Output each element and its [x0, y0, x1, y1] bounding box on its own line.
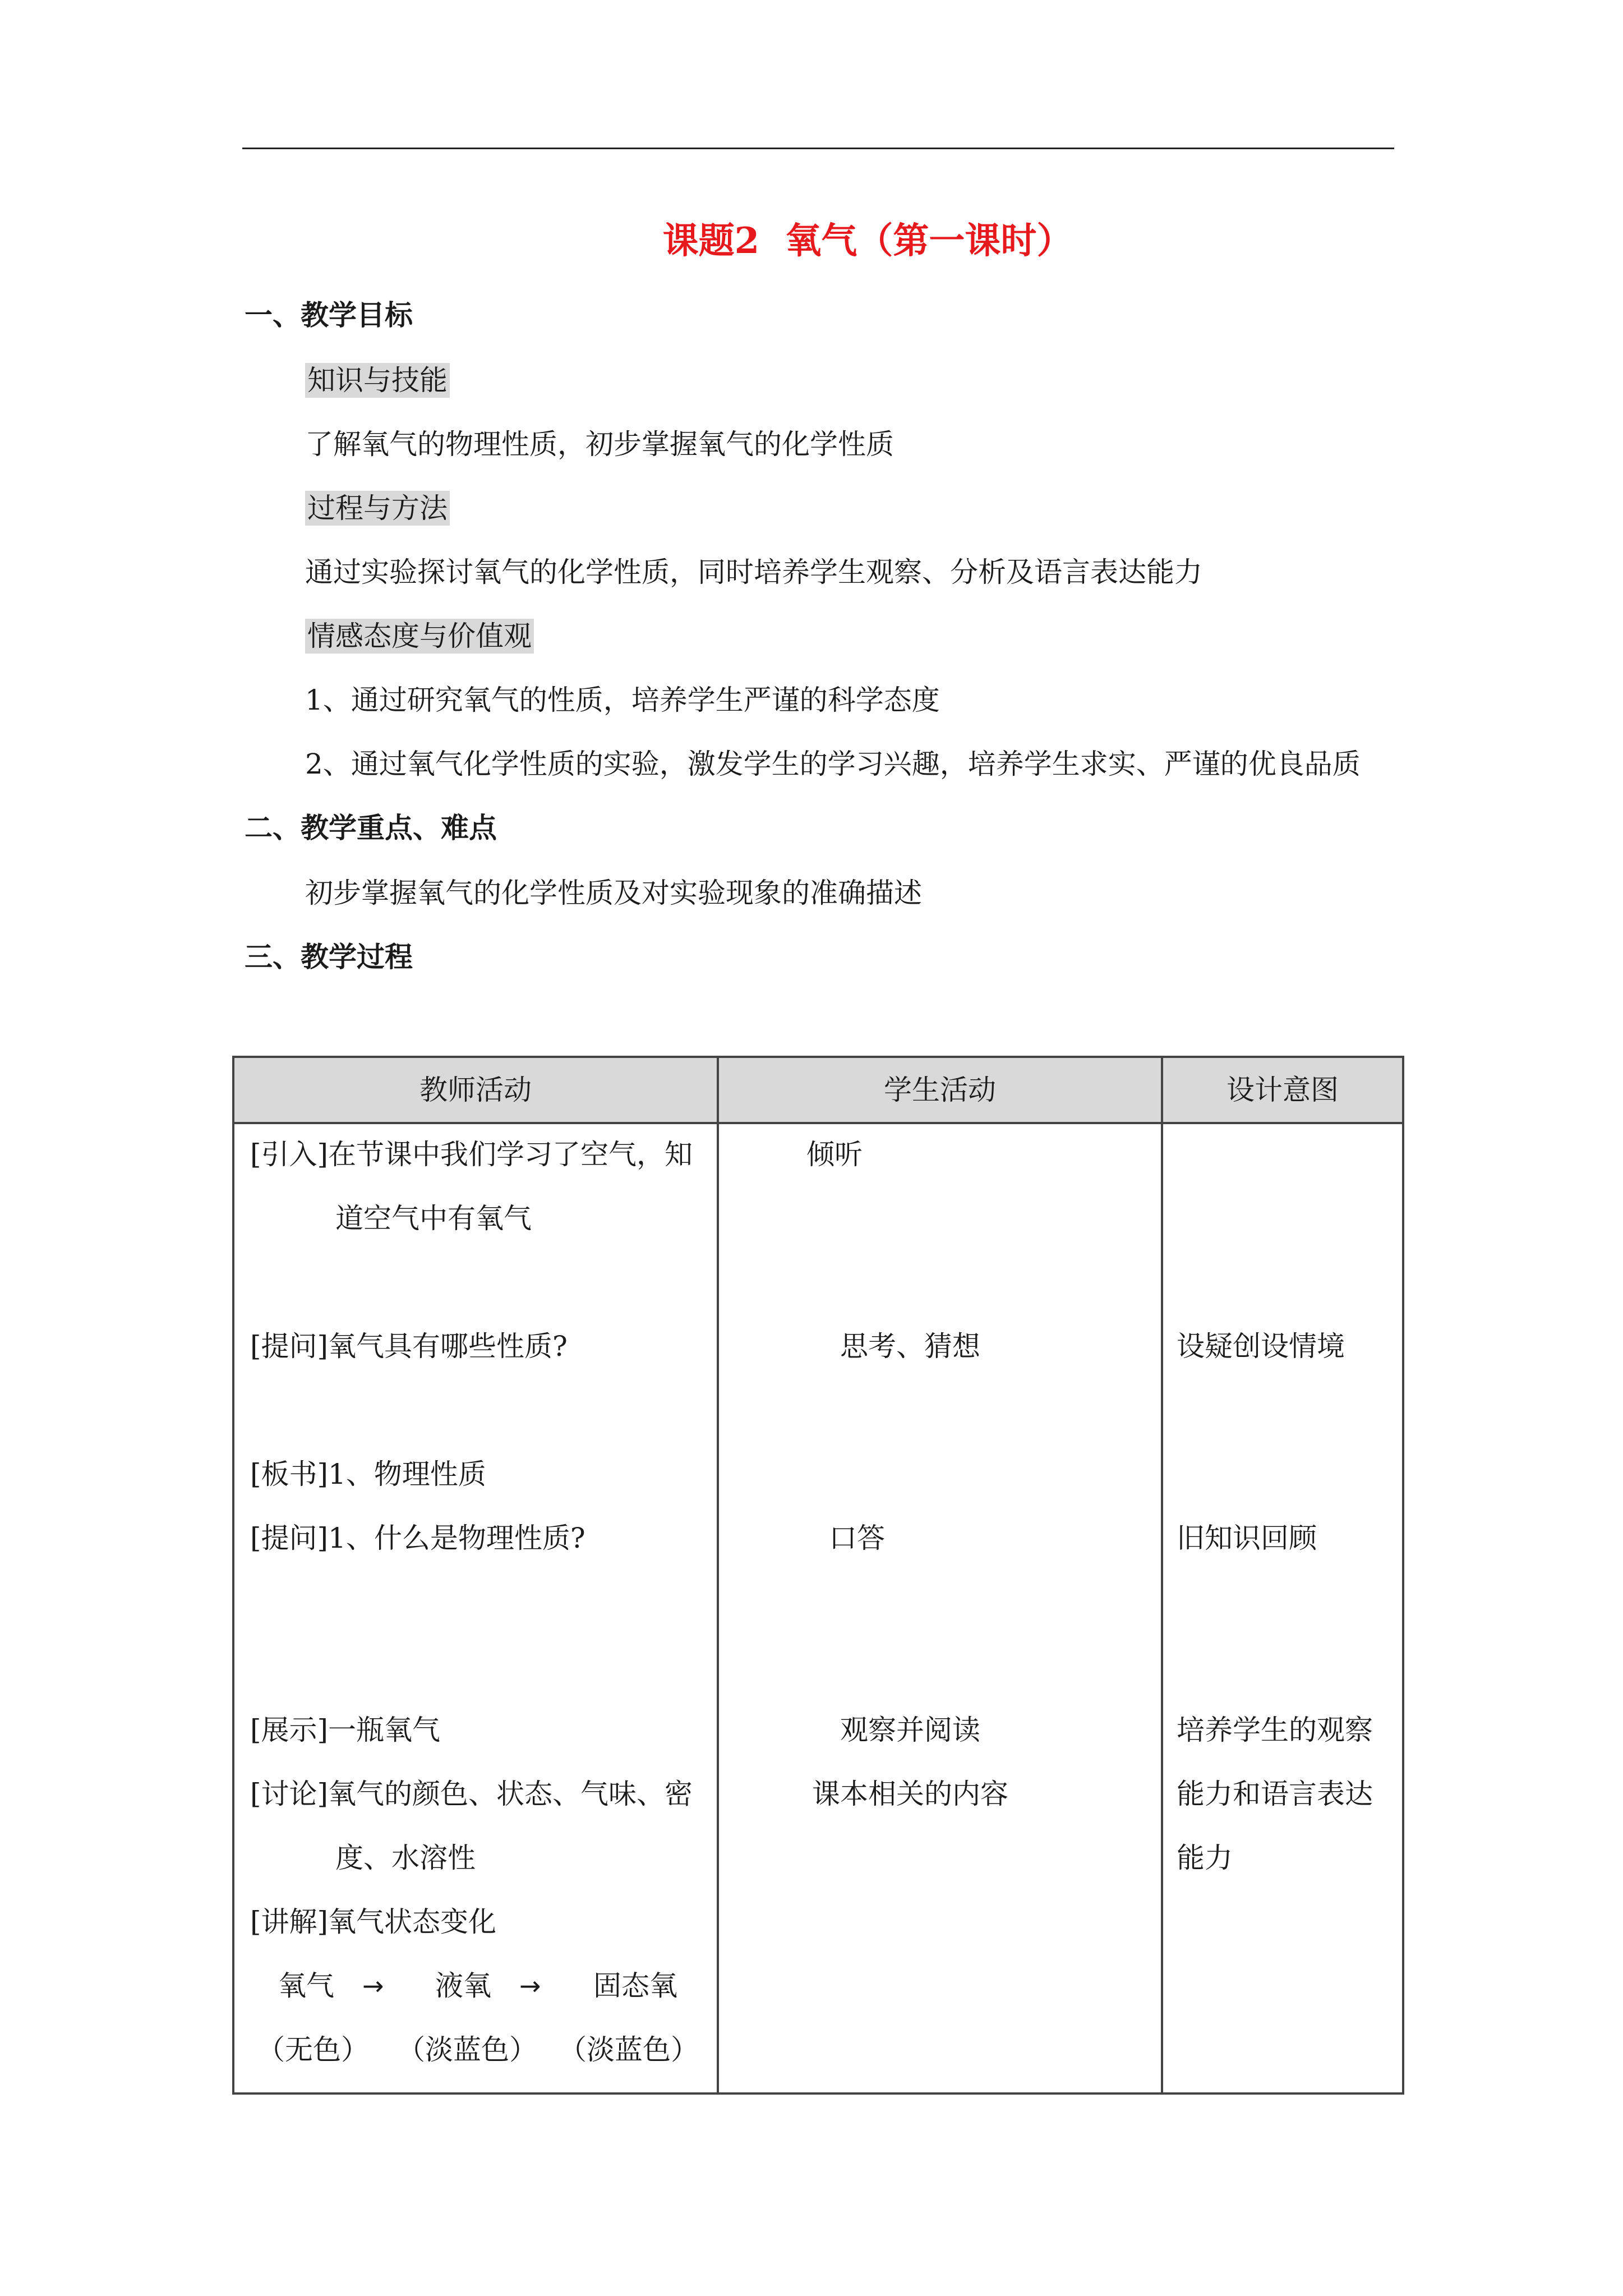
teacher-question-1: [提问]氧气具有哪些性质? [250, 1330, 568, 1363]
teacher-intro-line2: 道空气中有氧气 [335, 1202, 532, 1235]
color-pale-blue-solid: （淡蓝色） [559, 2033, 699, 2066]
color-pale-blue-liquid: （淡蓝色） [397, 2033, 537, 2066]
column-divider [1161, 1058, 1163, 2092]
subheading-attitude: 情感态度与价值观 [305, 619, 534, 654]
title-prefix: 课题2 [662, 220, 760, 262]
student-think: 思考、猜想 [840, 1330, 980, 1363]
section-heading-keypoints: 二、教学重点、难点 [245, 811, 497, 844]
teacher-explain: [讲解]氧气状态变化 [250, 1906, 497, 1938]
teacher-intro-line1: [引入]在节课中我们学习了空气，知 [250, 1138, 693, 1171]
title-main: 氧气（第一课时） [785, 220, 1073, 262]
student-answer: 口答 [829, 1522, 885, 1554]
state-liquid-oxygen: 液氧 [435, 1970, 491, 2002]
paragraph-attitude-2: 2、通过氧气化学性质的实验，激发学生的学习兴趣，培养学生求实、严谨的优良品质 [305, 748, 1361, 780]
teacher-question-2: [提问]1、什么是物理性质? [250, 1522, 585, 1554]
teacher-discuss-line1: [讨论]氧气的颜色、状态、气味、密 [250, 1778, 693, 1810]
state-oxygen-gas: 氧气 [278, 1970, 334, 2002]
header-teacher-activity: 教师活动 [419, 1074, 532, 1106]
paragraph-knowledge: 了解氧气的物理性质，初步掌握氧气的化学性质 [305, 428, 894, 461]
intent-observe-line2: 能力和语言表达 [1177, 1778, 1373, 1810]
teacher-board-1: [板书]1、物理性质 [250, 1458, 486, 1490]
header-student-activity: 学生活动 [884, 1074, 996, 1106]
intent-observe-line1: 培养学生的观察 [1177, 1714, 1373, 1746]
subheading-process: 过程与方法 [305, 491, 450, 526]
state-solid-oxygen: 固态氧 [593, 1970, 677, 2002]
teaching-process-table [232, 1056, 1404, 2095]
section-heading-process: 三、教学过程 [245, 940, 413, 973]
intent-scenario: 设疑创设情境 [1177, 1330, 1345, 1363]
arrow-icon: → [519, 1971, 541, 2001]
student-read: 课本相关的内容 [812, 1778, 1008, 1810]
intent-review: 旧知识回顾 [1177, 1522, 1317, 1554]
teacher-discuss-line2: 度、水溶性 [335, 1842, 476, 1874]
teacher-show: [展示]一瓶氧气 [250, 1714, 441, 1746]
header-design-intent: 设计意图 [1227, 1074, 1339, 1106]
header-rule [242, 148, 1394, 149]
student-listen: 倾听 [806, 1138, 863, 1171]
arrow-icon: → [362, 1971, 384, 2001]
paragraph-process: 通过实验探讨氧气的化学性质，同时培养学生观察、分析及语言表达能力 [305, 556, 1202, 588]
color-colorless: （无色） [257, 2033, 369, 2066]
column-divider [717, 1058, 719, 2092]
paragraph-attitude-1: 1、通过研究氧气的性质，培养学生严谨的科学态度 [305, 684, 940, 716]
paragraph-keypoints: 初步掌握氧气的化学性质及对实验现象的准确描述 [305, 877, 922, 909]
subheading-knowledge: 知识与技能 [305, 363, 450, 398]
student-observe: 观察并阅读 [840, 1714, 980, 1746]
intent-observe-line3: 能力 [1177, 1842, 1233, 1874]
page-title [0, 213, 1623, 269]
section-heading-objectives: 一、教学目标 [245, 298, 413, 332]
